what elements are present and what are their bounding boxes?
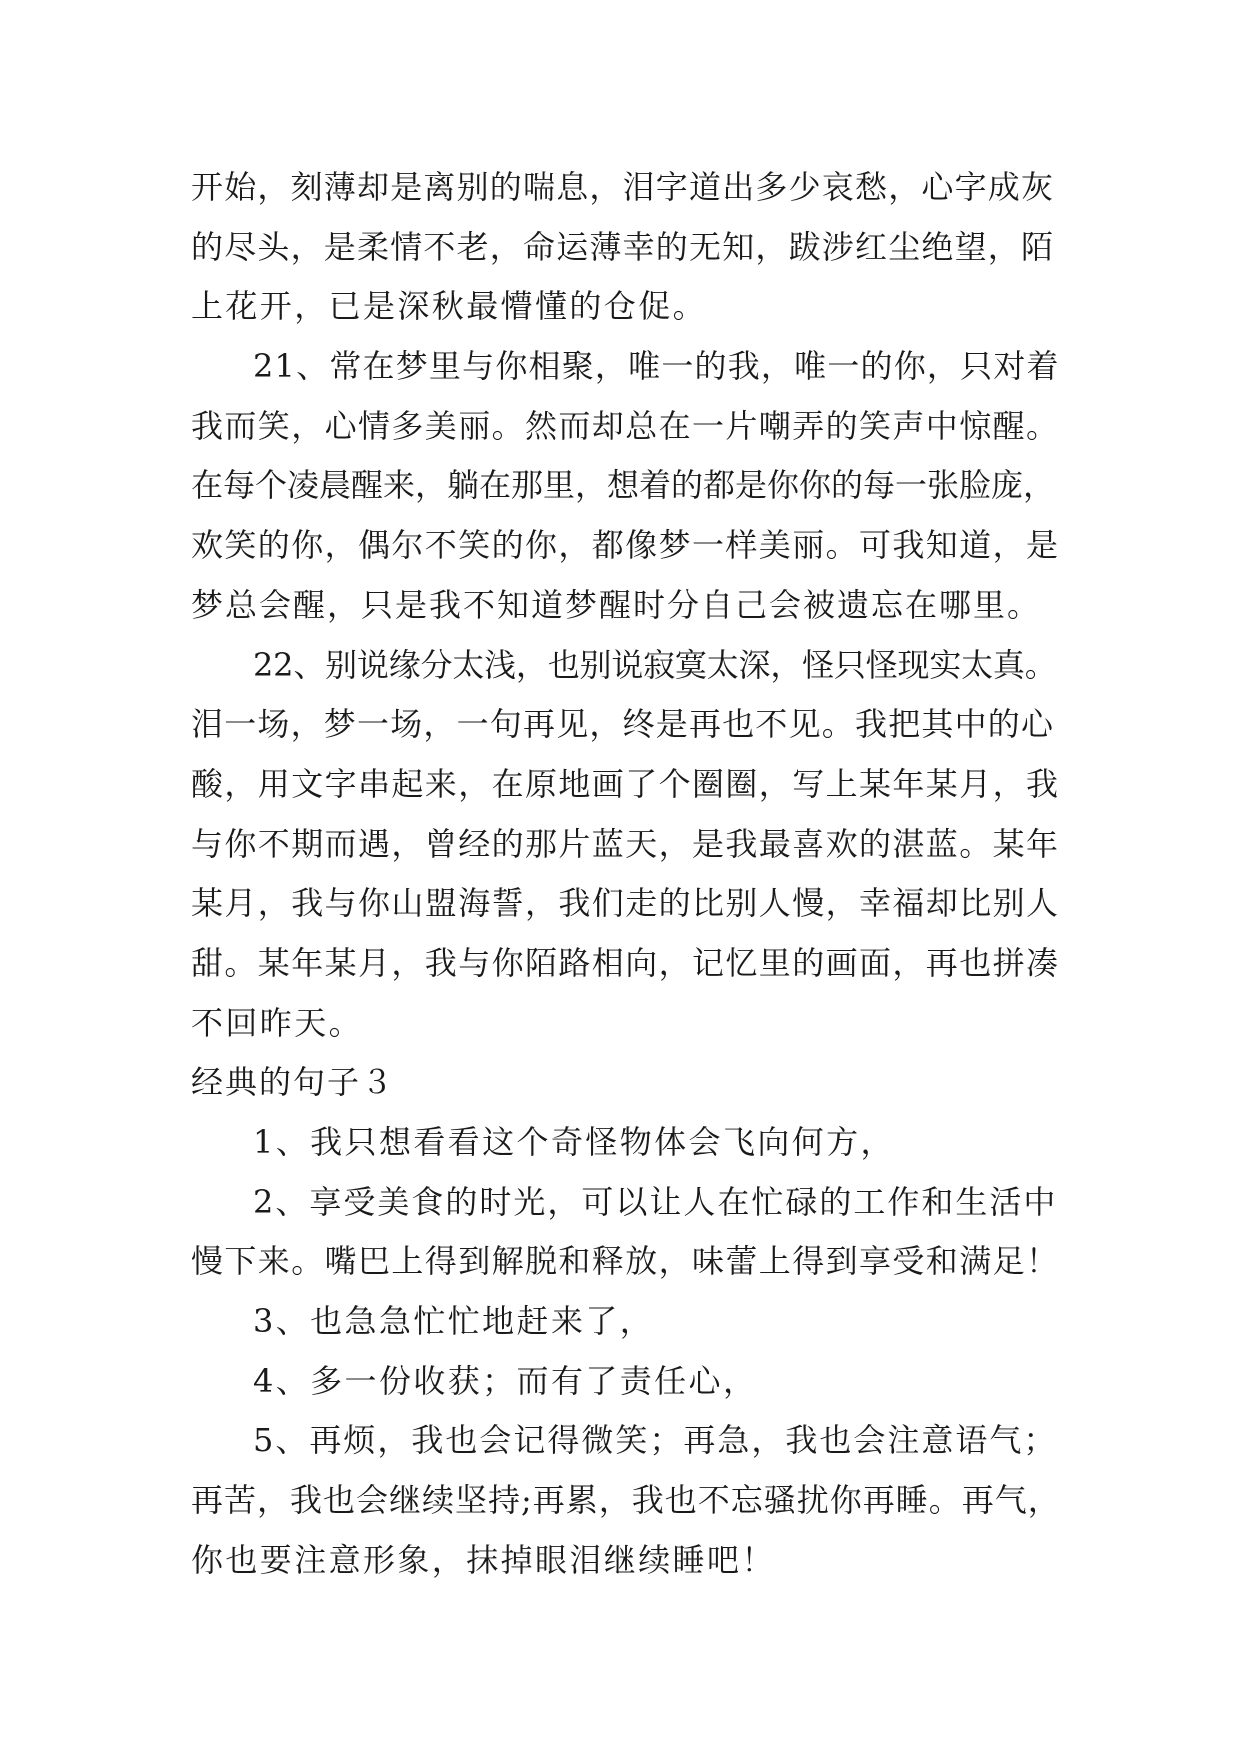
text-line: 甜。某年某月，我与你陌路相向，记忆里的画面，再也拼凑 [191, 943, 1060, 982]
text-line: 泪一场，梦一场，一句再见，终是再也不见。我把其中的心 [191, 705, 1055, 744]
paragraph-first-line: 21、常在梦里与你相聚，唯一的我，唯一的你，只对着 [253, 347, 1060, 386]
paragraph-first-line: 5、再烦，我也会记得微笑；再急，我也会注意语气； [253, 1421, 1058, 1460]
paragraph-first-line: 3、也急急忙忙地赶来了， [253, 1302, 655, 1341]
text-line: 你也要注意形象，抹掉眼泪继续睡吧！ [191, 1540, 776, 1579]
text-line: 再苦，我也会继续坚持;再累，我也不忘骚扰你再睡。再气， [191, 1481, 1061, 1520]
text-line: 欢笑的你，偶尔不笑的你，都像梦一样美丽。可我知道，是 [191, 526, 1060, 565]
text-line: 在每个凌晨醒来，躺在那里，想着的都是你你的每一张脸庞， [191, 466, 1056, 505]
text-line: 我而笑，心情多美丽。然而却总在一片嘲弄的笑声中惊醒。 [191, 406, 1060, 445]
text-line: 梦总会醒，只是我不知道梦醒时分自己会被遗忘在哪里。 [191, 585, 1042, 624]
paragraph-first-line: 22、别说缘分太浅，也别说寂寞太深，怪只怪现实太真。 [253, 645, 1057, 684]
document-body [191, 158, 1061, 1591]
text-line: 某月，我与你山盟海誓，我们走的比别人慢，幸福却比别人 [191, 884, 1060, 923]
text-line: 开始，刻薄却是离别的喘息，泪字道出多少哀愁，心字成灰 [191, 168, 1055, 206]
text-line: 慢下来。嘴巴上得到解脱和释放，味蕾上得到享受和满足！ [191, 1242, 1060, 1281]
text-line: 的尽头，是柔情不老，命运薄幸的无知，跋涉红尘绝望，陌 [191, 227, 1055, 266]
text-line: 与你不期而遇，曾经的那片蓝天，是我最喜欢的湛蓝。某年 [191, 824, 1060, 863]
text-line: 不回昨天。 [191, 1003, 364, 1042]
text-line: 上花开，已是深秋最懵懂的仓促。 [191, 287, 708, 326]
text-line: 经典的句子３ [191, 1063, 396, 1102]
paragraph-first-line: 1、我只想看看这个奇怪物体会飞向何方， [253, 1123, 895, 1161]
paragraph-first-line: 4、多一份收获；而有了责任心， [253, 1361, 758, 1400]
paragraph-first-line: 2、享受美食的时光，可以让人在忙碌的工作和生活中 [253, 1182, 1058, 1221]
text-line: 酸，用文字串起来，在原地画了个圈圈，写上某年某月，我 [191, 764, 1060, 803]
